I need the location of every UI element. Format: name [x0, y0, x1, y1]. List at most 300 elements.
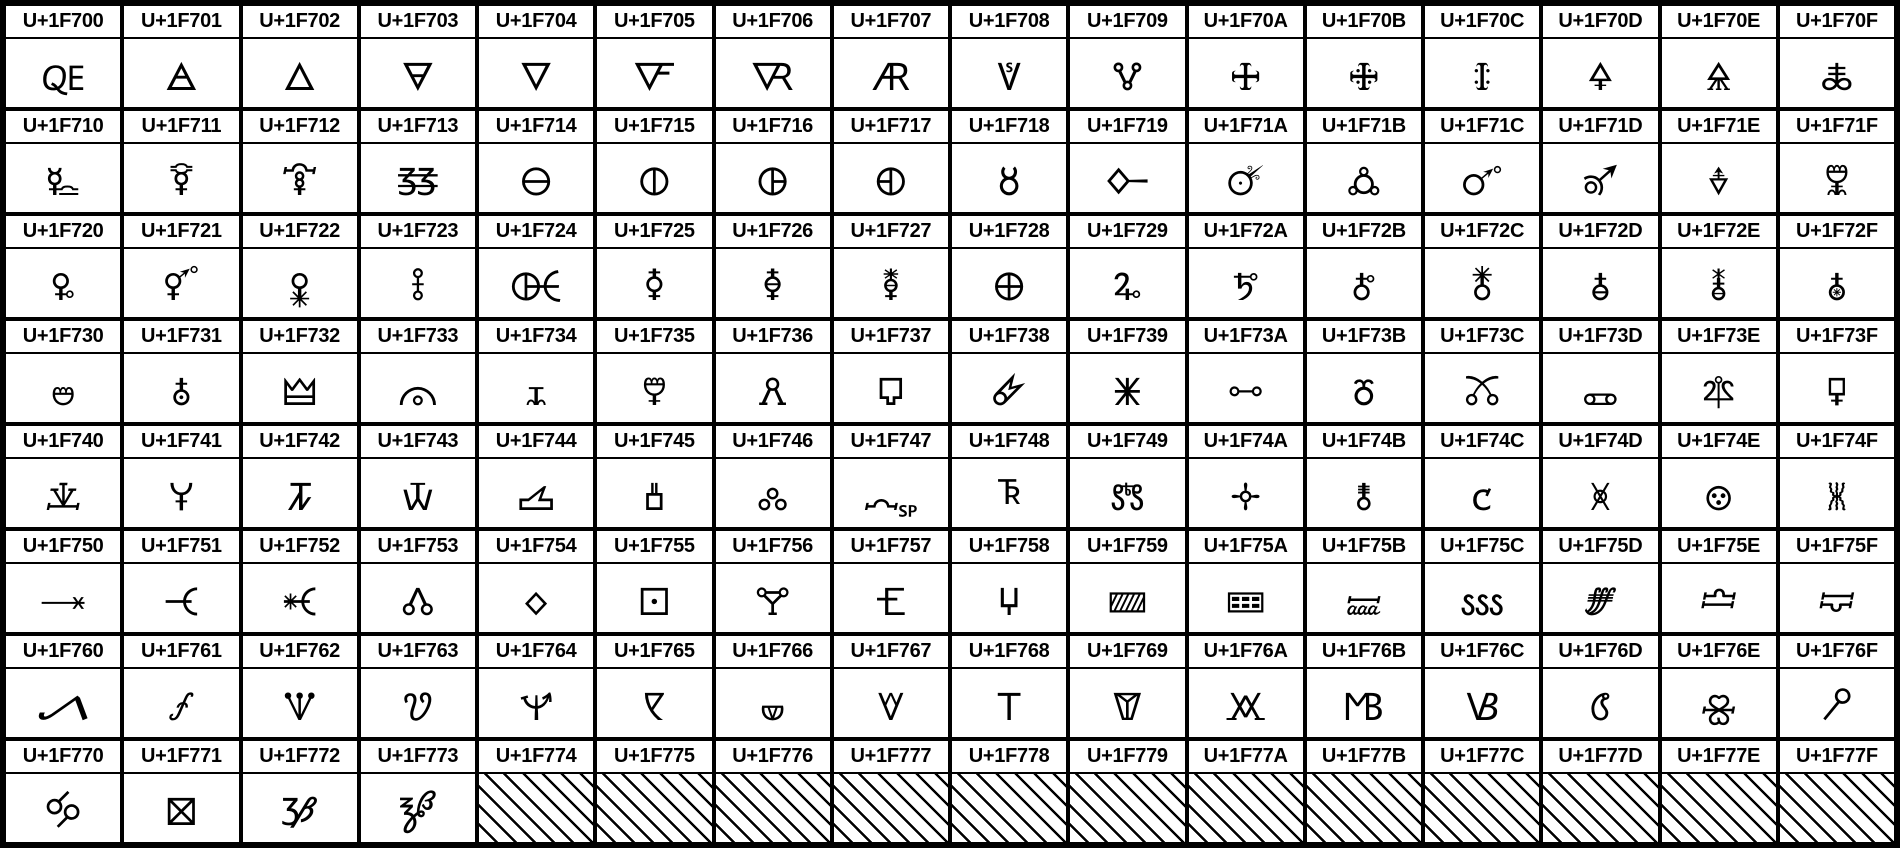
alchemical-symbol-glyph: 🜋: [1348, 55, 1380, 100]
alchemical-symbol-glyph: 🝊: [1229, 475, 1262, 520]
code-cell: [6, 531, 120, 632]
code-point-label: U+1F742: [243, 426, 357, 459]
code-point-label: U+1F706: [716, 6, 830, 39]
code-cell: [952, 321, 1066, 422]
code-point-label: U+1F778: [952, 741, 1066, 774]
alchemical-symbol-glyph: 🜉: [1111, 55, 1144, 100]
unassigned-hatch: [952, 774, 1066, 842]
code-point-label: U+1F747: [834, 426, 948, 459]
code-cell: [479, 216, 593, 317]
code-cell: [1307, 321, 1421, 422]
code-cell: [1662, 636, 1776, 737]
alchemical-symbol-glyph: 🝠: [36, 685, 90, 730]
alchemical-symbol-glyph: 🜸: [991, 370, 1028, 415]
code-point-label: U+1F74F: [1780, 426, 1894, 459]
code-point-label: U+1F760: [6, 636, 120, 669]
code-point-label: U+1F72F: [1780, 216, 1894, 249]
code-point-label: U+1F758: [952, 531, 1066, 564]
code-cell: [1307, 741, 1421, 842]
code-cell: [1780, 111, 1894, 212]
code-point-label: U+1F722: [243, 216, 357, 249]
code-point-label: U+1F711: [124, 111, 238, 144]
code-cell: [834, 321, 948, 422]
alchemical-symbol-glyph: 🝀: [44, 475, 82, 520]
code-point-label: U+1F70A: [1189, 6, 1303, 39]
code-cell: [1780, 531, 1894, 632]
code-cell: [361, 216, 475, 317]
code-cell: [716, 636, 830, 737]
alchemical-symbol-glyph: 🝱: [165, 790, 197, 835]
alchemical-symbol-glyph: 🝝: [1582, 580, 1618, 625]
code-cell: [952, 741, 1066, 842]
code-point-label: U+1F703: [361, 6, 475, 39]
code-cell: [361, 321, 475, 422]
code-cell: [6, 111, 120, 212]
code-cell: [834, 636, 948, 737]
code-point-label: U+1F749: [1070, 426, 1184, 459]
code-cell: [1189, 636, 1303, 737]
code-cell: [597, 321, 711, 422]
code-point-label: U+1F71D: [1543, 111, 1657, 144]
code-cell: [243, 531, 357, 632]
code-cell: [243, 111, 357, 212]
alchemical-symbol-glyph: 🝏: [1826, 475, 1848, 520]
code-cell: [6, 426, 120, 527]
unassigned-hatch: [1425, 774, 1539, 842]
code-point-label: U+1F76B: [1307, 636, 1421, 669]
code-point-label: U+1F76E: [1662, 636, 1776, 669]
alchemical-symbol-glyph: 🜚: [1226, 160, 1265, 205]
code-cell: [479, 426, 593, 527]
code-point-label: U+1F779: [1070, 741, 1184, 774]
code-cell: [1070, 216, 1184, 317]
code-cell: [1543, 6, 1657, 107]
code-point-label: U+1F766: [716, 636, 830, 669]
code-cell: [716, 426, 830, 527]
code-cell: [1425, 426, 1539, 527]
code-point-label: U+1F75D: [1543, 531, 1657, 564]
code-point-label: U+1F73F: [1780, 321, 1894, 354]
alchemical-symbol-glyph: 🜵: [641, 370, 667, 415]
alchemical-symbol-glyph: 🝰: [44, 790, 82, 835]
alchemical-symbol-glyph: 🝧: [876, 685, 906, 730]
code-point-label: U+1F700: [6, 6, 120, 39]
code-point-label: U+1F74A: [1189, 426, 1303, 459]
code-cell: [597, 6, 711, 107]
code-point-label: U+1F767: [834, 636, 948, 669]
code-cell: [1189, 426, 1303, 527]
code-point-label: U+1F702: [243, 6, 357, 39]
alchemical-symbol-glyph: 🜧: [881, 265, 901, 310]
alchemical-symbol-glyph: 🜠: [50, 265, 76, 310]
alchemical-symbol-glyph: 🝪: [1224, 685, 1267, 730]
code-point-label: U+1F769: [1070, 636, 1184, 669]
code-cell: [1070, 636, 1184, 737]
alchemical-symbol-glyph: 🜞: [1707, 160, 1731, 205]
alchemical-symbol-glyph: 🜩: [1112, 265, 1143, 310]
code-cell: [1780, 6, 1894, 107]
code-point-label: U+1F763: [361, 636, 475, 669]
alchemical-symbol-glyph: 🝑: [163, 580, 199, 625]
code-cell: [834, 111, 948, 212]
code-point-label: U+1F72A: [1189, 216, 1303, 249]
code-point-label: U+1F72C: [1425, 216, 1539, 249]
code-point-label: U+1F744: [479, 426, 593, 459]
code-point-label: U+1F77F: [1780, 741, 1894, 774]
code-cell: [597, 111, 711, 212]
code-cell: [124, 741, 238, 842]
code-cell: [1425, 636, 1539, 737]
alchemical-symbol-glyph: 🜏: [1820, 55, 1854, 100]
code-cell: [1425, 6, 1539, 107]
alchemical-symbol-glyph: 🜫: [1351, 265, 1377, 310]
code-point-label: U+1F756: [716, 531, 830, 564]
code-cell: [6, 741, 120, 842]
alchemical-symbol-glyph: 🝅: [644, 475, 665, 520]
code-point-label: U+1F713: [361, 111, 475, 144]
code-cell: [1189, 741, 1303, 842]
alchemical-symbol-glyph: 🝜: [1459, 580, 1505, 625]
code-point-label: U+1F70B: [1307, 6, 1421, 39]
alchemical-symbol-glyph: 🜄: [519, 55, 553, 100]
alchemical-symbol-glyph: 🝤: [518, 685, 554, 730]
code-cell: [834, 741, 948, 842]
unassigned-hatch: [1662, 774, 1776, 842]
code-cell: [834, 426, 948, 527]
code-point-label: U+1F754: [479, 531, 593, 564]
code-cell: [1543, 531, 1657, 632]
code-cell: [952, 6, 1066, 107]
alchemical-symbol-glyph: 🜮: [1709, 265, 1728, 310]
alchemical-symbol-glyph: 🝟: [1817, 580, 1857, 625]
alchemical-symbol-glyph: 🝋: [1355, 475, 1373, 520]
code-cell: [1780, 216, 1894, 317]
alchemical-symbol-glyph: 🜇: [870, 55, 912, 100]
code-cell: [597, 426, 711, 527]
alchemical-symbol-glyph: 🝡: [167, 685, 196, 730]
code-point-label: U+1F73A: [1189, 321, 1303, 354]
code-point-label: U+1F73E: [1662, 321, 1776, 354]
alchemical-symbol-glyph: 🝯: [1821, 685, 1853, 730]
code-point-label: U+1F730: [6, 321, 120, 354]
alchemical-symbol-glyph: 🝞: [1699, 580, 1738, 625]
code-cell: [243, 636, 357, 737]
code-point-label: U+1F70C: [1425, 6, 1539, 39]
alchemical-symbol-glyph: 🜽: [1582, 370, 1619, 415]
code-point-label: U+1F76D: [1543, 636, 1657, 669]
code-cell: [952, 531, 1066, 632]
alchemical-symbol-glyph: 🜭: [1590, 265, 1611, 310]
unassigned-hatch: [1307, 774, 1421, 842]
code-point-label: U+1F71C: [1425, 111, 1539, 144]
code-cell: [1425, 321, 1539, 422]
code-point-label: U+1F708: [952, 6, 1066, 39]
code-cell: [243, 426, 357, 527]
code-point-label: U+1F741: [124, 426, 238, 459]
code-cell: [716, 6, 830, 107]
code-point-label: U+1F72D: [1543, 216, 1657, 249]
code-point-label: U+1F77C: [1425, 741, 1539, 774]
code-cell: [716, 531, 830, 632]
code-point-label: U+1F757: [834, 531, 948, 564]
code-point-label: U+1F732: [243, 321, 357, 354]
unassigned-hatch: [834, 774, 948, 842]
code-point-label: U+1F771: [124, 741, 238, 774]
alchemical-symbol-glyph: 🜹: [1112, 370, 1142, 415]
code-point-label: U+1F727: [834, 216, 948, 249]
code-point-label: U+1F75E: [1662, 531, 1776, 564]
code-point-label: U+1F70E: [1662, 6, 1776, 39]
code-cell: [479, 6, 593, 107]
code-cell: [1307, 111, 1421, 212]
code-cell: [6, 321, 120, 422]
code-cell: [1307, 531, 1421, 632]
code-point-label: U+1F704: [479, 6, 593, 39]
unassigned-hatch: [1780, 774, 1894, 842]
code-cell: [479, 321, 593, 422]
code-point-label: U+1F740: [6, 426, 120, 459]
code-point-label: U+1F73D: [1543, 321, 1657, 354]
code-cell: [1307, 426, 1421, 527]
code-cell: [1662, 111, 1776, 212]
alchemical-symbol-glyph: 🜤: [509, 265, 563, 310]
code-cell: [1662, 216, 1776, 317]
code-point-label: U+1F768: [952, 636, 1066, 669]
code-cell: [1307, 216, 1421, 317]
code-point-label: U+1F701: [124, 6, 238, 39]
code-point-label: U+1F718: [952, 111, 1066, 144]
alchemical-symbol-glyph: 🝈: [997, 469, 1022, 514]
code-point-label: U+1F720: [6, 216, 120, 249]
code-point-label: U+1F770: [6, 741, 120, 774]
alchemical-symbol-glyph: 🝇: [863, 475, 919, 520]
alchemical-symbol-glyph: 🜎: [1705, 55, 1732, 100]
code-point-label: U+1F76C: [1425, 636, 1539, 669]
alchemical-symbol-glyph: 🝳: [398, 790, 438, 835]
alchemical-symbol-glyph: 🜙: [1105, 160, 1150, 205]
code-cell: [6, 216, 120, 317]
code-cell: [1662, 321, 1776, 422]
alchemical-symbol-glyph: 🜢: [288, 265, 312, 310]
unassigned-hatch: [1189, 774, 1303, 842]
code-point-label: U+1F707: [834, 6, 948, 39]
alchemical-symbol-glyph: 🝫: [1344, 685, 1384, 730]
alchemical-symbol-glyph: 🝓: [400, 580, 435, 625]
code-point-label: U+1F759: [1070, 531, 1184, 564]
alchemical-symbol-glyph: 🜕: [638, 160, 671, 205]
code-point-label: U+1F738: [952, 321, 1066, 354]
code-point-label: U+1F709: [1070, 6, 1184, 39]
code-point-label: U+1F777: [834, 741, 948, 774]
code-cell: [1662, 426, 1776, 527]
alchemical-symbol-glyph: 🝂: [286, 475, 314, 520]
code-point-label: U+1F719: [1070, 111, 1184, 144]
alchemical-symbol-glyph: 🜐: [46, 160, 81, 205]
code-cell: [1189, 531, 1303, 632]
unassigned-hatch: [1543, 774, 1657, 842]
code-point-label: U+1F75C: [1425, 531, 1539, 564]
code-point-label: U+1F73B: [1307, 321, 1421, 354]
code-cell: [124, 321, 238, 422]
code-point-label: U+1F743: [361, 426, 475, 459]
code-cell: [1189, 321, 1303, 422]
code-cell: [834, 6, 948, 107]
code-point-label: U+1F774: [479, 741, 593, 774]
alchemical-symbol-glyph: 🜊: [1230, 55, 1262, 100]
alchemical-symbol-glyph: 🜀: [41, 55, 86, 100]
code-cell: [1662, 741, 1776, 842]
code-cell: [597, 741, 711, 842]
alchemical-symbol-glyph: 🝨: [995, 685, 1023, 730]
alchemical-symbol-glyph: 🜴: [524, 370, 548, 415]
code-point-label: U+1F70F: [1780, 6, 1894, 39]
unassigned-hatch: [1070, 774, 1184, 842]
alchemical-symbol-glyph: 🝚: [1225, 580, 1266, 625]
alchemical-symbol-glyph: 🜛: [1346, 160, 1382, 205]
alchemical-symbol-glyph: 🜣: [410, 265, 426, 310]
code-cell: [952, 426, 1066, 527]
alchemical-symbol-glyph: 🝙: [1107, 580, 1148, 625]
code-cell: [1070, 6, 1184, 107]
alchemical-symbol-glyph: 🜷: [877, 370, 904, 415]
alchemical-symbol-glyph: 🝌: [1471, 475, 1493, 520]
alchemical-symbol-glyph: 🝃: [401, 475, 435, 520]
code-point-label: U+1F775: [597, 741, 711, 774]
alchemical-symbol-glyph: 🜻: [1352, 370, 1376, 415]
alchemical-symbol-glyph: 🝆: [756, 475, 789, 520]
code-cell: [479, 531, 593, 632]
unassigned-hatch: [597, 774, 711, 842]
alchemical-symbol-glyph: 🜝: [1581, 160, 1619, 205]
code-cell: [124, 426, 238, 527]
alchemical-symbol-glyph: 🜂: [283, 55, 317, 100]
code-point-label: U+1F74E: [1662, 426, 1776, 459]
code-point-label: U+1F77B: [1307, 741, 1421, 774]
alchemical-symbol-glyph: 🝄: [517, 475, 555, 520]
code-cell: [1070, 111, 1184, 212]
alchemical-symbol-glyph: 🜅: [632, 55, 676, 100]
code-point-label: U+1F71B: [1307, 111, 1421, 144]
code-point-label: U+1F726: [716, 216, 830, 249]
alchemical-symbol-glyph: 🝭: [1589, 685, 1612, 730]
code-cell: [124, 216, 238, 317]
code-point-label: U+1F72B: [1307, 216, 1421, 249]
code-point-label: U+1F714: [479, 111, 593, 144]
code-point-label: U+1F772: [243, 741, 357, 774]
alchemical-symbol-glyph: 🜦: [762, 265, 783, 310]
code-point-label: U+1F75A: [1189, 531, 1303, 564]
code-point-label: U+1F72E: [1662, 216, 1776, 249]
alchemical-symbol-glyph: 🜘: [997, 160, 1021, 205]
alchemical-symbol-glyph: 🜱: [171, 370, 192, 415]
code-cell: [124, 531, 238, 632]
alchemical-symbol-glyph: 🝮: [1700, 685, 1737, 730]
alchemical-symbol-glyph: 🜁: [164, 55, 198, 100]
code-cell: [1425, 111, 1539, 212]
alchemical-symbol-glyph: 🜡: [163, 265, 200, 310]
alchemical-symbol-glyph: 🜯: [1826, 265, 1847, 310]
alchemical-symbol-glyph: 🜔: [520, 160, 553, 205]
alchemical-symbol-glyph: 🜰: [50, 370, 76, 415]
alchemical-symbol-glyph: 🜾: [1701, 370, 1736, 415]
code-point-label: U+1F750: [6, 531, 120, 564]
code-point-label: U+1F737: [834, 321, 948, 354]
alchemical-symbol-glyph: 🝛: [1345, 580, 1383, 625]
code-point-label: U+1F751: [124, 531, 238, 564]
alchemical-symbol-glyph: 🜌: [1472, 55, 1492, 100]
code-point-label: U+1F77E: [1662, 741, 1776, 774]
code-cell: [1070, 426, 1184, 527]
alchemical-symbol-glyph: 🝦: [759, 685, 786, 730]
alchemical-symbol-glyph: 🜓: [396, 160, 440, 205]
code-cell: [1189, 6, 1303, 107]
alchemical-symbol-glyph: 🜪: [1231, 265, 1260, 310]
code-cell: [1307, 6, 1421, 107]
code-point-label: U+1F705: [597, 6, 711, 39]
alchemical-symbol-glyph: 🜗: [874, 160, 907, 205]
alchemical-symbol-glyph: 🝢: [282, 685, 317, 730]
code-cell: [1070, 531, 1184, 632]
code-point-label: U+1F721: [124, 216, 238, 249]
code-point-label: U+1F725: [597, 216, 711, 249]
code-cell: [1780, 636, 1894, 737]
code-cell: [597, 531, 711, 632]
code-cell: [1543, 426, 1657, 527]
code-point-label: U+1F764: [479, 636, 593, 669]
alchemical-symbol-glyph: 🜿: [1826, 370, 1847, 415]
alchemical-symbol-glyph: 🝐: [39, 580, 87, 625]
alchemical-symbol-glyph: 🝎: [1704, 475, 1733, 520]
code-point-label: U+1F773: [361, 741, 475, 774]
code-cell: [834, 531, 948, 632]
code-cell: [597, 636, 711, 737]
code-point-label: U+1F753: [361, 531, 475, 564]
code-cell: [952, 636, 1066, 737]
alchemical-symbol-glyph: 🝘: [998, 580, 1020, 625]
code-cell: [6, 6, 120, 107]
code-point-label: U+1F74D: [1543, 426, 1657, 459]
code-cell: [243, 6, 357, 107]
alchemical-symbol-glyph: 🜳: [397, 370, 438, 415]
code-cell: [124, 6, 238, 107]
code-point-label: U+1F745: [597, 426, 711, 459]
code-point-label: U+1F748: [952, 426, 1066, 459]
code-point-label: U+1F712: [243, 111, 357, 144]
alchemical-symbol-glyph: 🝬: [1464, 685, 1500, 730]
code-cell: [1070, 741, 1184, 842]
code-point-label: U+1F716: [716, 111, 830, 144]
code-point-label: U+1F761: [124, 636, 238, 669]
code-point-label: U+1F76A: [1189, 636, 1303, 669]
code-point-label: U+1F77A: [1189, 741, 1303, 774]
alchemical-symbol-glyph: 🜒: [281, 160, 319, 205]
code-point-label: U+1F728: [952, 216, 1066, 249]
code-point-label: U+1F75B: [1307, 531, 1421, 564]
unassigned-hatch: [716, 774, 830, 842]
alchemical-symbol-glyph: 🝉: [1109, 475, 1145, 520]
alchemical-symbol-glyph: 🜼: [1463, 370, 1501, 415]
code-point-label: U+1F736: [716, 321, 830, 354]
code-cell: [243, 216, 357, 317]
code-cell: [1189, 216, 1303, 317]
alchemical-symbol-glyph: 🝖: [754, 580, 791, 625]
code-point-label: U+1F70D: [1543, 6, 1657, 39]
code-point-label: U+1F755: [597, 531, 711, 564]
alchemical-symbol-glyph: 🜜: [1461, 160, 1504, 205]
code-point-label: U+1F710: [6, 111, 120, 144]
alchemical-symbol-glyph: 🜈: [995, 55, 1023, 100]
alchemical-symbol-glyph: 🜺: [1227, 370, 1264, 415]
